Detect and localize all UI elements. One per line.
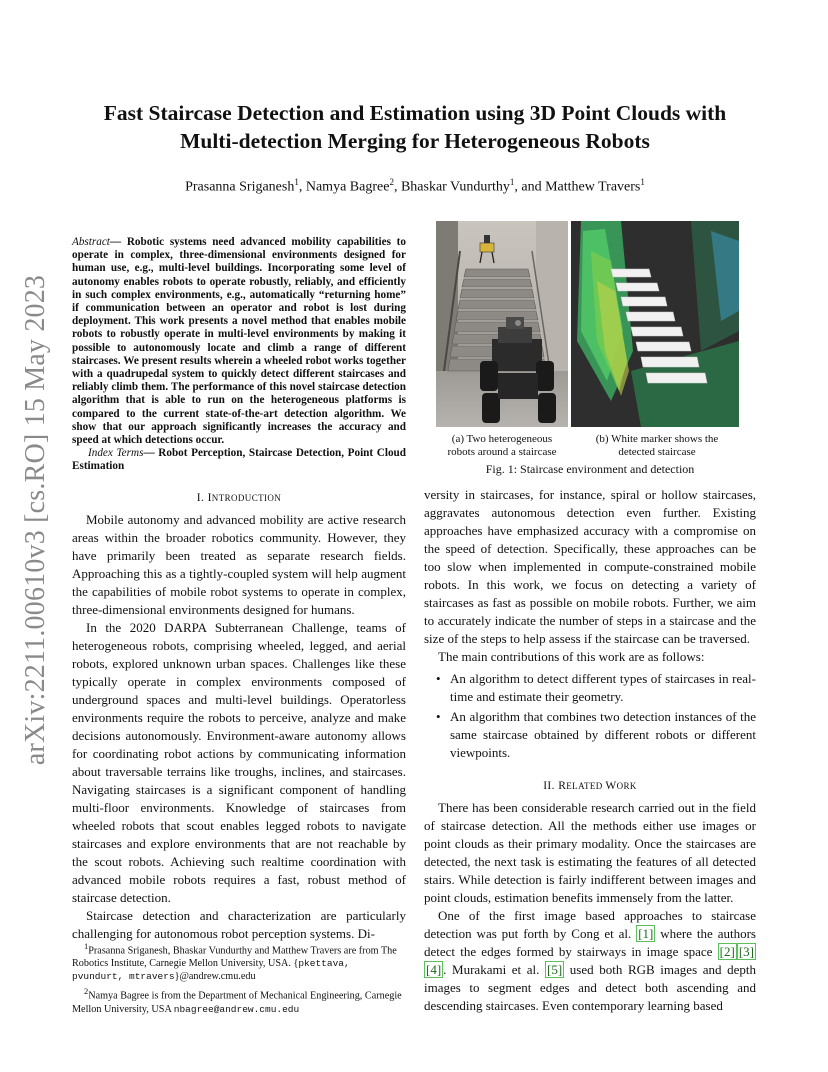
- point-cloud-visualization: [571, 221, 739, 427]
- author-affiliation: 1: [509, 177, 515, 187]
- author-separator: , and: [514, 179, 546, 195]
- left-column: [72, 236, 406, 943]
- list-item: • An algorithm to detect different types of staircases in real-time and estimate their geometry.: [436, 670, 756, 706]
- paragraph: The main contributions of this work are as follows:: [438, 649, 705, 664]
- index-terms-label: Index Terms: [88, 447, 144, 460]
- figure-caption: Fig. 1: Staircase environment and detection: [485, 462, 695, 476]
- paragraph: There has been considerable research carried out in the field of staircase detection. All the methods either use images or point clouds as their primary modality. Once the staircases are detected, the next task is estimating the features of all detected stairs. While detection is fairly indifferent between images and point clouds, estimation benefits immensely from the latter.: [424, 800, 756, 905]
- citation-link[interactable]: [3]: [738, 944, 754, 959]
- citation-link[interactable]: [5]: [547, 962, 563, 977]
- contributions-list: [424, 670, 756, 762]
- index-terms: [72, 447, 406, 473]
- subcaption-b: (b) White marker shows the detected staircase: [595, 433, 719, 458]
- citation-link[interactable]: [2]: [719, 944, 735, 959]
- abstract-label: Abstract: [72, 236, 110, 248]
- author-affiliation: 1: [640, 177, 645, 187]
- citation-link[interactable]: [1]: [638, 926, 654, 941]
- figure-1: [436, 221, 740, 429]
- abstract: [72, 236, 406, 447]
- author-name: Matthew Travers: [545, 179, 641, 195]
- paragraph: Staircase detection and characterization are particularly challenging for autonomous robot perception systems. Di-: [72, 907, 406, 941]
- author-affiliation: 2: [389, 177, 394, 187]
- email: pkettava, pvundurt, mtravers: [72, 958, 350, 983]
- index-terms-text: — Robot Perception, Staircase Detection, Point Cloud Estimation: [72, 447, 406, 473]
- author-affiliation: 1: [294, 177, 299, 187]
- section-heading-related-work: II. RELATED WORK: [543, 780, 637, 792]
- footnote: $^2$Namya Bagree is from the Department of Mechanical Engineering, Carnegie Mellon University, USA nbagree@andrew.cmu.edu: [72, 986, 402, 1015]
- subcaption-a: (a) Two heterogeneous robots around a staircase: [447, 433, 557, 458]
- arxiv-identifier: arXiv:2211.00610v3 [cs.RO] 15 May 2023: [20, 274, 51, 766]
- author-separator: ,: [393, 179, 401, 195]
- author-name: Bhaskar Vundurthy: [400, 179, 510, 195]
- paragraph: One of the first image based approaches to staircase detection was put forth by Cong et al. [1] where the authors detect the edges formed by stairways in image space [2] [3][4] . Murakami et al. [5] used both RGB images and depth images to segment edges and detect both ascending and descending staircases. Even contemporary learning based: [424, 908, 756, 1013]
- title-line-2: Multi-detection Merging for Heterogeneous Robots: [180, 129, 650, 153]
- paper-title: [70, 99, 760, 155]
- paragraph: Mobile autonomy and advanced mobility are active research areas within the broader robotics community. However, they have primarily been treated as separate research fields. Approaching this as a tightly-coupled system will help augment the capabilities of mobile robot systems to operate in complex, three-dimensional environments designed for humans.: [72, 511, 406, 617]
- paragraph: In the 2020 DARPA Subterranean Challenge, teams of heterogeneous robots, comprising wheeled, legged, and aerial robots, explored unknown urban spaces. Challenges like these typically operate in complex environments composed of underground spaces and multi-level buildings. Operatorless environments require the robots to perceive, analyze and make decisions autonomously. Environment-aware autonomy allows for coordinating robot actions by communicating information about traversable terrains like troughs, inclines, and staircases. Navigating staircases is a significant component of handling multi-floor environments. Knowledge of staircases from wheeled robots that scout enables legged robots to navigate staircases and explore environments that are not reachable by the scout robots. Achieving such realtime coordination with advanced mobile robots requires a fast, robust method of staircase detection.: [72, 619, 406, 905]
- author-name: Prasanna Sriganesh: [185, 179, 295, 195]
- right-column: [424, 486, 756, 1015]
- title-line-1: Fast Staircase Detection and Estimation using 3D Point Clouds with: [103, 101, 727, 125]
- footnote: $^1$Prasanna Sriganesh, Bhaskar Vundurthy and Matthew Travers are from The Robotics Institute, Carnegie Mellon University, USA. {pkettava, pvundurt, mtravers}@andrew.cmu.edu: [72, 941, 397, 983]
- citation-link[interactable]: [4]: [426, 962, 442, 977]
- staircase-photo: [436, 221, 568, 427]
- footnotes: [72, 940, 406, 1018]
- author-separator: ,: [298, 179, 306, 195]
- list-item: • An algorithm that combines two detection instances of the same staircase obtained by different robots or different viewpoints.: [436, 708, 756, 762]
- email: nbagree@andrew.cmu.edu: [173, 1003, 300, 1015]
- abstract-text: — Robotic systems need advanced mobility capabilities to operate in complex, three-dimensional environments designed for human use, e.g., multi-level buildings. Incorporating some level of autonomy enables robots to operate robustly, reliably, and efficiently in such complex environments, e.g., automatically “returning home” if communication between an operator and robot is lost during deployment. This work presents a novel method that enables mobile robots to robustly operate in multi-level environments by making it possible to autonomously locate and climb a range of different staircases. We present results wherein a wheeled robot works together with a quadrupedal system to quickly detect different staircases and reliably climb them. The performance of this novel staircase detection algorithm that is able to run on the heterogeneous platforms is compared to the current state-of-the-art detection algorithm. We show that our approach significantly increases the accuracy and speed at which detections occur.: [72, 236, 406, 447]
- section-heading-introduction: I. INTRODUCTION: [196, 491, 282, 504]
- paragraph: versity in staircases, for instance, spiral or hollow staircases, aggravates autonomous detection even further. Existing approaches have emphasized accuracy with a compromise on the speed of detection. Specifically, these approaches can be too slow when implemented in compute-constrained mobile robots. In this work, we focus on detecting a variety of staircases as fast as possible on mobile robots. Further, we aim to accurately indicate the number of steps in a staircase and the size of the steps to help assess if the staircase can be traversed.: [424, 487, 756, 646]
- author-list: [70, 177, 760, 196]
- arxiv-stamp: [16, 270, 56, 770]
- author-name: Namya Bagree: [305, 179, 390, 195]
